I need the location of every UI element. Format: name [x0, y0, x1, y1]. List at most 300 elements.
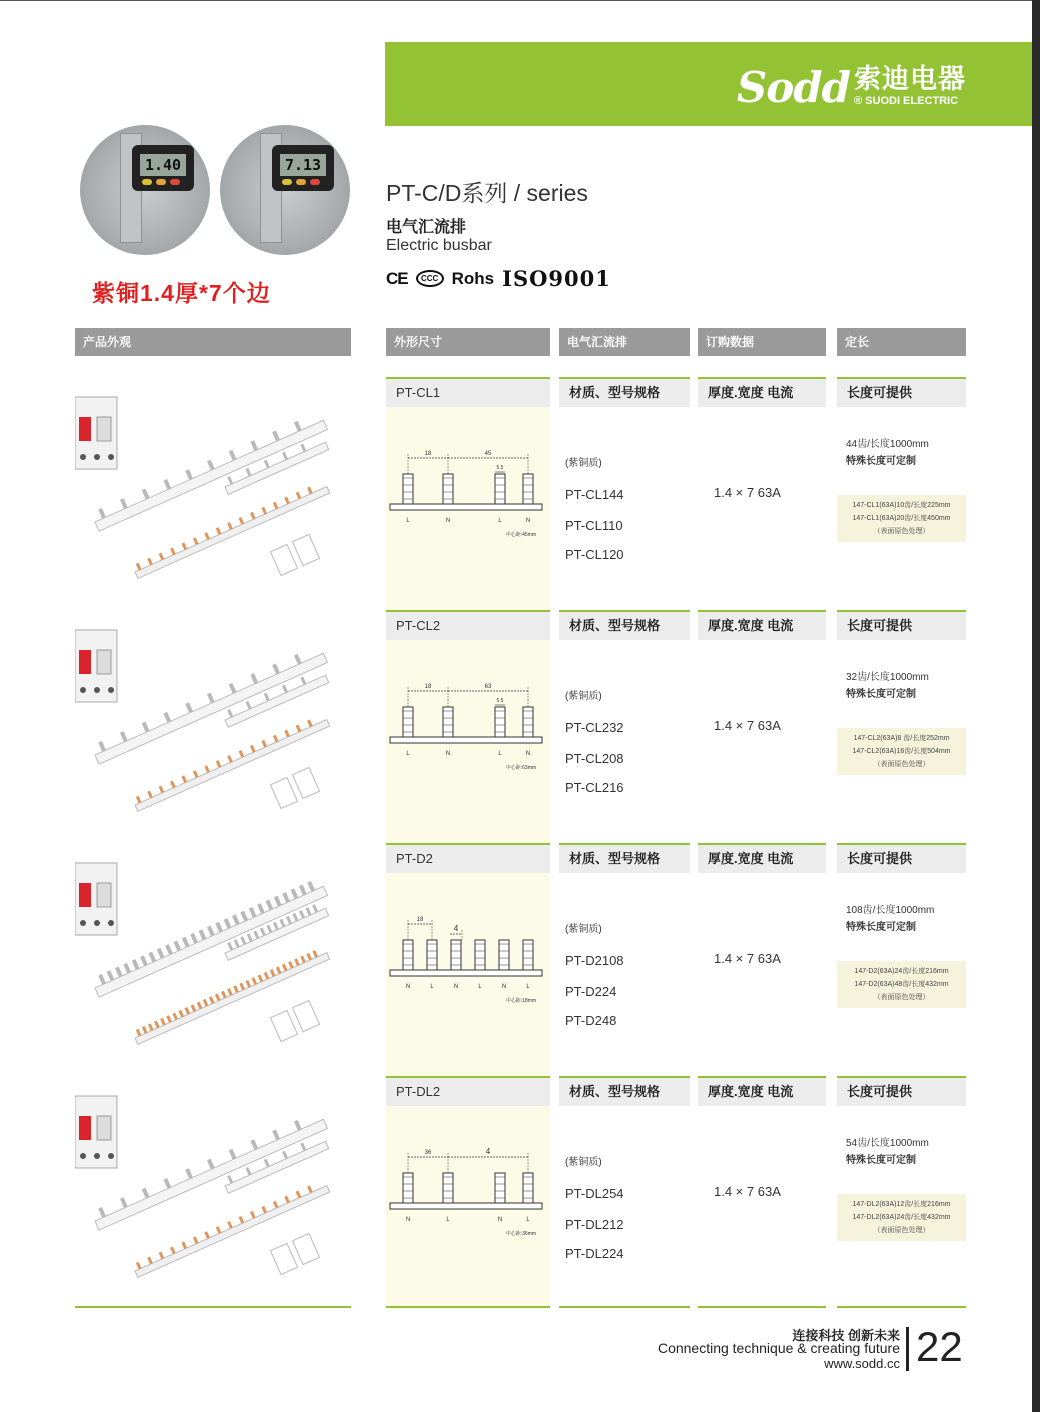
dimension-label: 36 [424, 1150, 432, 1156]
busbar-tooth [229, 450, 237, 461]
rating-value: 1.4 × 7 63A [714, 718, 781, 733]
copper-tooth [288, 961, 294, 969]
pole-label: N [525, 751, 531, 757]
breaker-image [75, 1096, 117, 1168]
busbar-tooth [249, 907, 257, 918]
busbar-pin [475, 940, 485, 970]
busbar-pin [403, 474, 413, 504]
bottom-rule [698, 1306, 826, 1308]
footer-slogan-cn: 连接科技 创新未来 [792, 1328, 900, 1343]
length-option: 147-DL2(63A)24齿/长度432mm [852, 1214, 951, 1221]
model-number: PT-D224 [565, 984, 617, 999]
busbar-tooth [182, 937, 190, 948]
busbar-pin [523, 707, 533, 737]
length-option: 147-CL1(63A)20齿/长度450mm [852, 515, 951, 522]
surface-finish-note: （表面原色处理） [873, 528, 930, 535]
copper-tooth [296, 725, 302, 733]
copper-tooth [239, 750, 245, 758]
busbar-tooth [253, 930, 259, 939]
copper-tooth [147, 791, 153, 799]
row-code: PT-D2 [386, 843, 550, 873]
copper-spec-note: 紫铜1.4厚*7个边 [92, 280, 271, 306]
busbar-tooth [120, 731, 128, 742]
copper-tooth [216, 1226, 222, 1234]
rating-header: 厚度.宽度 电流 [698, 610, 826, 640]
pole-label: N [405, 984, 411, 990]
busbar-long [91, 877, 328, 997]
busbar-pin [443, 707, 453, 737]
busbar-tooth [98, 974, 106, 985]
pole-label: L [498, 751, 502, 757]
column-header-length: 定长 [837, 328, 966, 356]
busbar-tooth [215, 922, 223, 933]
busbar-tooth [157, 948, 165, 959]
spec-header: 材质、型号规格 [559, 843, 690, 873]
copper-tooth [300, 956, 306, 964]
copper-tooth [191, 1004, 197, 1012]
busbar-tooth [123, 963, 131, 974]
pole-label: L [526, 984, 530, 990]
pole-label: N [445, 751, 451, 757]
busbar-tooth [98, 1207, 106, 1218]
brand-header-bar [385, 42, 1032, 126]
busbar-tooth [286, 916, 292, 925]
dimension-drawing [386, 873, 550, 1076]
model-number: PT-D248 [565, 1013, 617, 1028]
ccc-mark: CCC [416, 270, 444, 287]
length-option: 147-DL2(63A)12齿/长度216mm [852, 1201, 951, 1208]
busbar-product-illustration [75, 1086, 351, 1306]
pole-label: N [525, 518, 531, 524]
copper-tooth [227, 755, 233, 763]
copper-tooth [307, 719, 313, 727]
busbar-tooth [207, 460, 215, 471]
copper-tooth [204, 1231, 210, 1239]
copper-tooth [282, 964, 288, 972]
busbar-pin [523, 474, 533, 504]
busbar-tooth [312, 904, 318, 913]
rating-value: 1.4 × 7 63A [714, 485, 781, 500]
busbar-tooth [165, 944, 173, 955]
bottom-rule [75, 1306, 351, 1308]
model-number: PT-DL224 [565, 1246, 624, 1261]
model-number: PT-CL208 [565, 751, 624, 766]
copper-tooth [273, 502, 279, 510]
footer-slogan-en: Connecting technique & creating future [657, 1340, 900, 1356]
copper-tooth [239, 517, 245, 525]
series-title: PT-C/D系列 / series [386, 180, 588, 206]
short-length-options [837, 1194, 966, 1241]
custom-length-note: 特殊长度可定制 [846, 1155, 916, 1166]
surface-finish-note: （表面原色处理） [873, 761, 930, 768]
dimension-drawing [386, 640, 550, 843]
custom-length-note: 特殊长度可定制 [846, 456, 916, 467]
busbar-base [390, 1203, 542, 1209]
busbar-tooth [300, 443, 306, 452]
busbar-tooth [207, 693, 215, 704]
busbar-tooth [185, 469, 193, 480]
busbar-pin [499, 940, 509, 970]
caliper-display [272, 145, 334, 191]
busbar-product-illustration [75, 853, 351, 1073]
busbar-tooth [207, 926, 215, 937]
pole-label: L [406, 518, 410, 524]
dimension-drawing-cell [386, 1106, 550, 1309]
logo-mark: Sodd [736, 63, 850, 112]
breaker-image [75, 397, 117, 469]
column-header-appearance: 产品外观 [75, 328, 351, 356]
copper-tooth [136, 563, 142, 571]
copper-tooth [307, 486, 313, 494]
column-header-dimensions: 外形尺寸 [386, 328, 550, 356]
copper-tooth [261, 507, 267, 515]
end-caps [270, 534, 319, 575]
bottom-rule [837, 1306, 966, 1308]
spec-header: 材质、型号规格 [559, 1076, 690, 1106]
length-option: 147-CL2(63A)16齿/长度504mm [852, 748, 951, 755]
copper-tooth [209, 996, 215, 1004]
copper-tooth [250, 1211, 256, 1219]
copper-tooth [227, 988, 233, 996]
pole-label: L [478, 984, 482, 990]
busbar-tooth [98, 741, 106, 752]
center-distance-note: 中心距:36mm [505, 1231, 536, 1237]
copper-tooth [181, 542, 187, 550]
busbar-tooth [199, 929, 207, 940]
model-number: PT-CL110 [565, 518, 623, 533]
busbar-tooth [229, 1149, 237, 1160]
sodd-logo [736, 63, 966, 112]
busbar-tooth [245, 468, 251, 477]
busbar-tooth [232, 914, 240, 925]
model-number: PT-CL216 [565, 780, 624, 795]
copper-tooth [147, 558, 153, 566]
copper-tooth [204, 532, 210, 540]
busbar-long [91, 644, 328, 764]
copper-tooth [221, 991, 227, 999]
copper-tooth [204, 765, 210, 773]
page-number-divider [906, 1327, 909, 1371]
dimension-label: 18 [424, 451, 432, 457]
row-code: PT-CL2 [386, 610, 550, 640]
dimension-drawing-cell [386, 407, 550, 610]
end-caps [270, 1000, 319, 1041]
copper-tooth [312, 950, 318, 958]
busbar-tooth [299, 885, 307, 896]
standard-length: 54齿/长度1000mm [846, 1138, 929, 1149]
copper-tooth [136, 1262, 142, 1270]
page-right-edge [1032, 0, 1040, 1412]
busbar-product-illustration [75, 620, 351, 840]
copper-tooth [239, 1216, 245, 1224]
breaker-image [75, 863, 117, 935]
copper-tooth [306, 953, 312, 961]
rating-value: 1.4 × 7 63A [714, 1184, 781, 1199]
busbar-tooth [300, 676, 306, 685]
certification-row [386, 266, 611, 291]
busbar-tooth [294, 654, 302, 665]
busbar-tooth [115, 967, 123, 978]
copper-tooth [296, 492, 302, 500]
busbar-tooth [264, 460, 270, 469]
busbar-tooth [294, 1120, 302, 1131]
short-length-options [837, 961, 966, 1008]
center-distance-note: 中心距:63mm [505, 765, 536, 771]
busbar-tooth [140, 955, 148, 966]
material-label: (紫铜质) [565, 691, 602, 702]
busbar-tooth [190, 933, 198, 944]
busbar-tooth [307, 881, 315, 892]
copper-tooth [273, 735, 279, 743]
busbar-tooth [132, 959, 140, 970]
busbar-tooth [227, 709, 233, 718]
copper-tooth [216, 760, 222, 768]
busbar-tooth [291, 888, 299, 899]
center-distance-note: 中心距:18mm [505, 998, 536, 1004]
copper-tooth [215, 994, 221, 1002]
copper-tooth [258, 975, 264, 983]
length-header: 长度可提供 [837, 377, 966, 407]
bottom-rule [559, 1306, 690, 1308]
busbar-tooth [282, 685, 288, 694]
busbar-tooth [142, 489, 150, 500]
dimension-label: 63 [484, 684, 492, 690]
busbar-tooth [142, 1188, 150, 1199]
busbar-pin [495, 474, 505, 504]
short-length-options [837, 495, 966, 542]
busbar-tooth [185, 1168, 193, 1179]
column-header-busbar: 电气汇流排 [559, 328, 690, 356]
pole-label: L [406, 751, 410, 757]
busbar-tooth [272, 664, 280, 675]
busbar-tooth [250, 673, 258, 684]
busbar-tooth [274, 896, 282, 907]
standard-length: 44齿/长度1000mm [846, 439, 929, 450]
model-number: PT-CL144 [565, 487, 624, 502]
busbar-base [390, 970, 542, 976]
surface-finish-note: （表面原色处理） [873, 1227, 930, 1234]
length-header: 长度可提供 [837, 1076, 966, 1106]
copper-tooth [284, 497, 290, 505]
busbar-tooth [227, 476, 233, 485]
caliper-photo-thickness [80, 125, 210, 255]
busbar-pin [523, 1173, 533, 1203]
spec-header: 材质、型号规格 [559, 377, 690, 407]
copper-tooth [284, 1196, 290, 1204]
copper-tooth [159, 553, 165, 561]
busbar-tooth [240, 936, 246, 945]
custom-length-note: 特殊长度可定制 [846, 689, 916, 700]
standard-length: 108齿/长度1000mm [846, 905, 935, 916]
copper-tooth [142, 1026, 148, 1034]
model-number: PT-CL120 [565, 547, 624, 562]
pole-label: L [498, 518, 502, 524]
copper-tooth [154, 1021, 160, 1029]
copper-tooth [147, 1257, 153, 1265]
dimension-label: 5.5 [496, 465, 504, 471]
copper-tooth [181, 775, 187, 783]
busbar-pin [443, 1173, 453, 1203]
row-code: PT-DL2 [386, 1076, 550, 1106]
busbar-pin [403, 1173, 413, 1203]
ce-mark: CE [386, 268, 408, 288]
standard-length: 32齿/长度1000mm [846, 672, 929, 683]
busbar-tooth [120, 1197, 128, 1208]
bottom-rule [386, 1306, 550, 1308]
copper-tooth [250, 745, 256, 753]
copper-tooth [181, 1241, 187, 1249]
material-label: (紫铜质) [565, 1157, 602, 1168]
material-label: (紫铜质) [565, 924, 602, 935]
busbar-pin [403, 940, 413, 970]
length-option: 147-D2(63A)24齿/长度216mm [854, 968, 949, 975]
busbar-tooth [279, 919, 285, 928]
copper-tooth [239, 983, 245, 991]
model-number: PT-CL232 [565, 720, 624, 735]
series-name-cn: 电气汇流排 [386, 219, 467, 236]
rating-value: 1.4 × 7 63A [714, 951, 781, 966]
copper-tooth [276, 966, 282, 974]
length-option: 147-CL1(63A)10齿/长度225mm [852, 502, 951, 509]
busbar-tooth [234, 939, 240, 948]
copper-tooth [178, 1010, 184, 1018]
dimension-label: 18 [416, 917, 424, 923]
copper-tooth [193, 537, 199, 545]
busbar-tooth [224, 918, 232, 929]
product-photo [75, 1086, 351, 1306]
logo-chinese-name: 索迪电器 [854, 64, 966, 94]
copper-tooth [170, 1247, 176, 1255]
rating-header: 厚度.宽度 电流 [698, 843, 826, 873]
busbar-product-illustration [75, 387, 351, 607]
copper-tooth [148, 1023, 154, 1031]
copper-tooth [294, 958, 300, 966]
caliper-display [132, 145, 194, 191]
copper-tooth [216, 527, 222, 535]
busbar-tooth [260, 928, 266, 937]
busbar-tooth [148, 952, 156, 963]
row-code: PT-CL1 [386, 377, 550, 407]
rohs-mark: Rohs [451, 268, 495, 288]
busbar-tooth [120, 498, 128, 509]
copper-tooth [193, 770, 199, 778]
custom-length-note: 特殊长度可定制 [846, 922, 916, 933]
busbar-base [390, 737, 542, 743]
length-option: 147-CL2(63A)8 齿/长度252mm [853, 735, 950, 742]
spec-header: 材质、型号规格 [559, 610, 690, 640]
pole-label: L [526, 1217, 530, 1223]
pole-label: N [445, 518, 451, 524]
busbar-tooth [247, 933, 253, 942]
busbar-long [91, 1110, 328, 1230]
dimension-drawing [386, 1106, 550, 1309]
busbar-tooth [245, 701, 251, 710]
copper-tooth [170, 781, 176, 789]
pole-label: L [430, 984, 434, 990]
busbar-pin [451, 940, 461, 970]
dimension-label: 45 [484, 451, 492, 457]
busbar-tooth [264, 1159, 270, 1168]
copper-tooth [261, 740, 267, 748]
footer-website[interactable]: www.sodd.cc [824, 1356, 900, 1371]
logo-english-name: ® SUODI ELECTRIC [854, 95, 959, 107]
dimension-drawing [386, 407, 550, 610]
short-length-options [837, 728, 966, 775]
iso-mark: ISO9001 [502, 266, 611, 291]
product-photo [75, 387, 351, 607]
copper-tooth [264, 972, 270, 980]
busbar-tooth [163, 712, 171, 723]
copper-tooth [245, 980, 251, 988]
busbar-tooth [207, 1159, 215, 1170]
copper-tooth [159, 1252, 165, 1260]
page-number: 22 [916, 1323, 963, 1370]
busbar-long [91, 411, 328, 531]
dimension-drawing-cell [386, 873, 550, 1076]
busbar-tooth [163, 479, 171, 490]
busbar-base [390, 504, 542, 510]
busbar-tooth [257, 903, 265, 914]
busbar-tooth [292, 913, 298, 922]
busbar-tooth [98, 508, 106, 519]
series-name-en: Electric busbar [386, 237, 492, 254]
copper-tooth [170, 548, 176, 556]
copper-tooth [193, 1236, 199, 1244]
copper-tooth [284, 730, 290, 738]
busbar-tooth [265, 900, 273, 911]
busbar-tooth [163, 1178, 171, 1189]
model-number: PT-D2108 [565, 953, 624, 968]
caliper-reading: 1.40 [140, 154, 186, 176]
product-photo [75, 853, 351, 1073]
caliper-reading: 7.13 [280, 154, 326, 176]
busbar-pin [427, 940, 437, 970]
busbar-tooth [240, 911, 248, 922]
copper-tooth [166, 1015, 172, 1023]
surface-finish-note: （表面原色处理） [873, 994, 930, 1001]
pole-label: N [497, 1217, 503, 1223]
copper-tooth [307, 1185, 313, 1193]
busbar-pin [403, 707, 413, 737]
busbar-pin [495, 707, 505, 737]
length-header: 长度可提供 [837, 843, 966, 873]
end-caps [270, 767, 319, 808]
busbar-tooth [142, 722, 150, 733]
copper-tooth [296, 1191, 302, 1199]
busbar-tooth [294, 421, 302, 432]
copper-tooth [203, 999, 209, 1007]
busbar-tooth [299, 910, 305, 919]
dimension-label: 5.5 [496, 698, 504, 704]
copper-tooth [227, 522, 233, 530]
busbar-tooth [282, 452, 288, 461]
length-header: 长度可提供 [837, 610, 966, 640]
pole-label: N [453, 984, 459, 990]
busbar-pin [495, 1173, 505, 1203]
dimension-drawing-cell [386, 640, 550, 843]
busbar-tooth [273, 922, 279, 931]
dimension-label: 4 [453, 924, 459, 933]
dimension-label: 4 [485, 1147, 491, 1156]
length-option: 147-D2(63A)48齿/长度432mm [854, 981, 949, 988]
busbar-tooth [282, 1151, 288, 1160]
copper-tooth [159, 786, 165, 794]
busbar-tooth [174, 940, 182, 951]
busbar-tooth [227, 1175, 233, 1184]
copper-tooth [160, 1018, 166, 1026]
product-photo [75, 620, 351, 840]
busbar-tooth [282, 892, 290, 903]
